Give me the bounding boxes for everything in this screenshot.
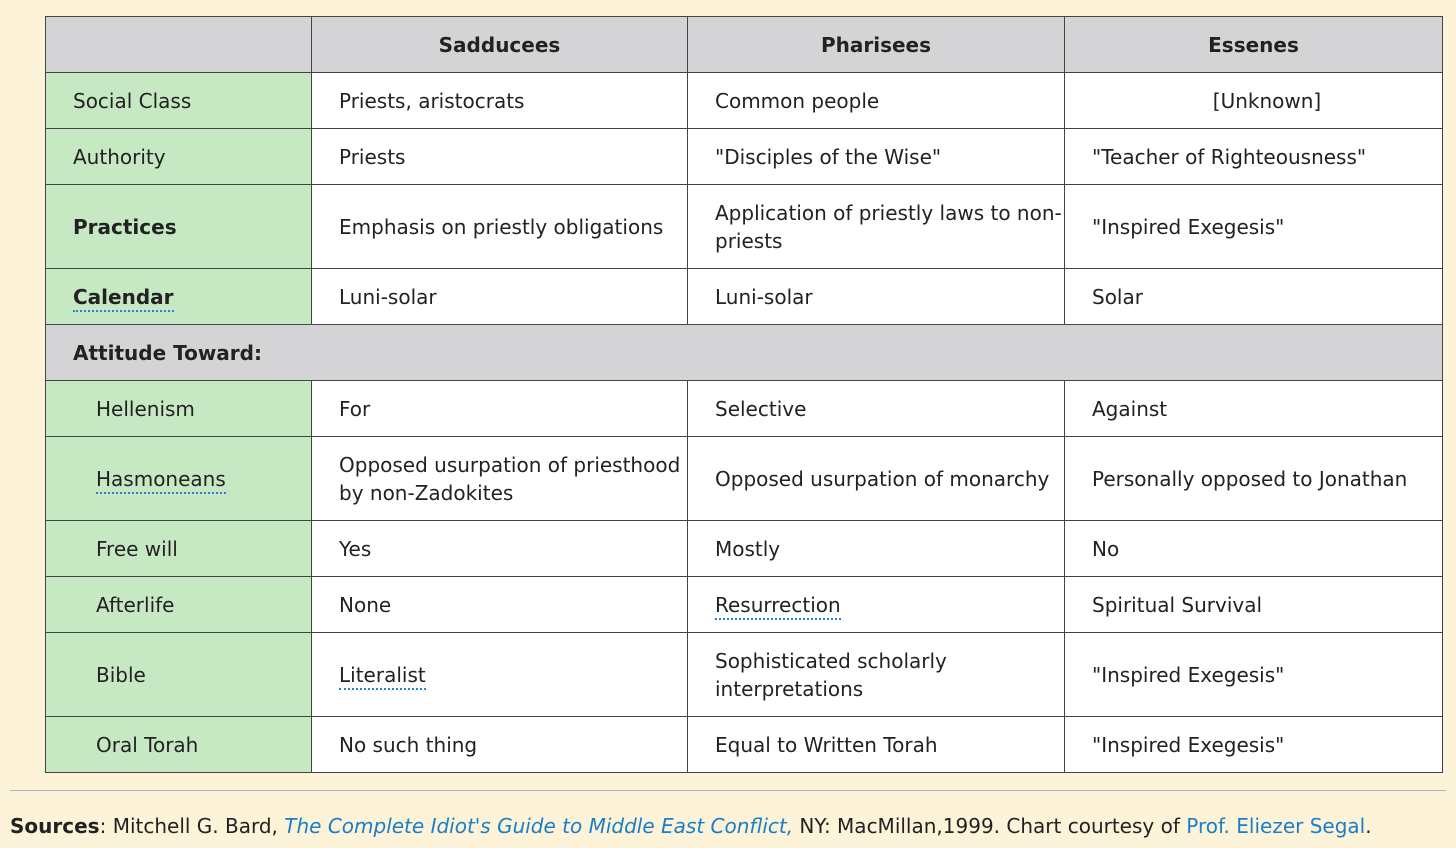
row-label: Practices	[46, 185, 312, 269]
cell-essenes: "Inspired Exegesis"	[1065, 185, 1443, 269]
row-authority	[46, 129, 1443, 185]
sources-publisher: NY: MacMillan,1999. Chart courtesy of	[793, 814, 1187, 838]
cell-pharisees: Common people	[688, 73, 1065, 129]
literalist-link[interactable]: Literalist	[339, 663, 426, 690]
cell-sadducees: No such thing	[312, 717, 688, 773]
cell-essenes: No	[1065, 521, 1443, 577]
cell-essenes: Spiritual Survival	[1065, 577, 1443, 633]
header-row	[46, 17, 1443, 73]
row-label: Bible	[46, 633, 312, 717]
cell-essenes: "Inspired Exegesis"	[1065, 633, 1443, 717]
row-free-will	[46, 521, 1443, 577]
section-row	[46, 325, 1443, 381]
row-afterlife	[46, 577, 1443, 633]
header-essenes: Essenes	[1065, 17, 1443, 73]
cell-essenes: "Teacher of Righteousness"	[1065, 129, 1443, 185]
row-label: Afterlife	[46, 577, 312, 633]
row-oral-torah	[46, 717, 1443, 773]
cell-essenes: [Unknown]	[1065, 73, 1443, 129]
cell-sadducees: None	[312, 577, 688, 633]
cell-sadducees: Priests, aristocrats	[312, 73, 688, 129]
cell-pharisees: "Disciples of the Wise"	[688, 129, 1065, 185]
row-practices	[46, 185, 1443, 269]
row-label: Oral Torah	[46, 717, 312, 773]
row-label: Social Class	[46, 73, 312, 129]
cell-pharisees: Opposed usurpation of monarchy	[688, 437, 1065, 521]
section-label: Attitude Toward:	[46, 325, 1443, 381]
cell-pharisees: Luni-solar	[688, 269, 1065, 325]
cell-pharisees: Mostly	[688, 521, 1065, 577]
sources-line	[10, 814, 1372, 838]
book-title-link[interactable]: The Complete Idiot's Guide to Middle East Conflict,	[284, 814, 794, 838]
comparison-table	[45, 16, 1443, 773]
row-hasmoneans	[46, 437, 1443, 521]
row-hellenism	[46, 381, 1443, 437]
cell-pharisees: Selective	[688, 381, 1065, 437]
calendar-link[interactable]: Calendar	[73, 285, 174, 312]
cell-essenes: Solar	[1065, 269, 1443, 325]
cell-essenes: "Inspired Exegesis"	[1065, 717, 1443, 773]
sources-end: .	[1365, 814, 1372, 838]
cell-sadducees: Opposed usurpation of priesthood by non-Zadokites	[312, 437, 688, 521]
courtesy-link[interactable]: Prof. Eliezer Segal	[1186, 814, 1366, 838]
cell-sadducees	[312, 633, 688, 717]
row-label	[46, 269, 312, 325]
header-corner	[46, 17, 312, 73]
cell-pharisees: Sophisticated scholarly interpretations	[688, 633, 1065, 717]
header-sadducees: Sadducees	[312, 17, 688, 73]
row-label: Hellenism	[46, 381, 312, 437]
row-label: Free will	[46, 521, 312, 577]
row-social-class	[46, 73, 1443, 129]
cell-sadducees: Yes	[312, 521, 688, 577]
cell-pharisees: Application of priestly laws to non-priests	[688, 185, 1065, 269]
sources-colon: :	[99, 814, 113, 838]
cell-sadducees: Emphasis on priestly obligations	[312, 185, 688, 269]
header-pharisees: Pharisees	[688, 17, 1065, 73]
cell-sadducees: Luni-solar	[312, 269, 688, 325]
cell-sadducees: Priests	[312, 129, 688, 185]
cell-essenes: Against	[1065, 381, 1443, 437]
sources-author: Mitchell G. Bard,	[112, 814, 285, 838]
sources-label: Sources	[10, 814, 100, 838]
row-calendar	[46, 269, 1443, 325]
cell-pharisees: Equal to Written Torah	[688, 717, 1065, 773]
hasmoneans-link[interactable]: Hasmoneans	[96, 467, 226, 494]
separator-line	[10, 790, 1446, 791]
resurrection-link[interactable]: Resurrection	[715, 593, 841, 620]
row-label: Authority	[46, 129, 312, 185]
row-label	[46, 437, 312, 521]
row-bible	[46, 633, 1443, 717]
cell-pharisees	[688, 577, 1065, 633]
cell-essenes: Personally opposed to Jonathan	[1065, 437, 1443, 521]
cell-sadducees: For	[312, 381, 688, 437]
